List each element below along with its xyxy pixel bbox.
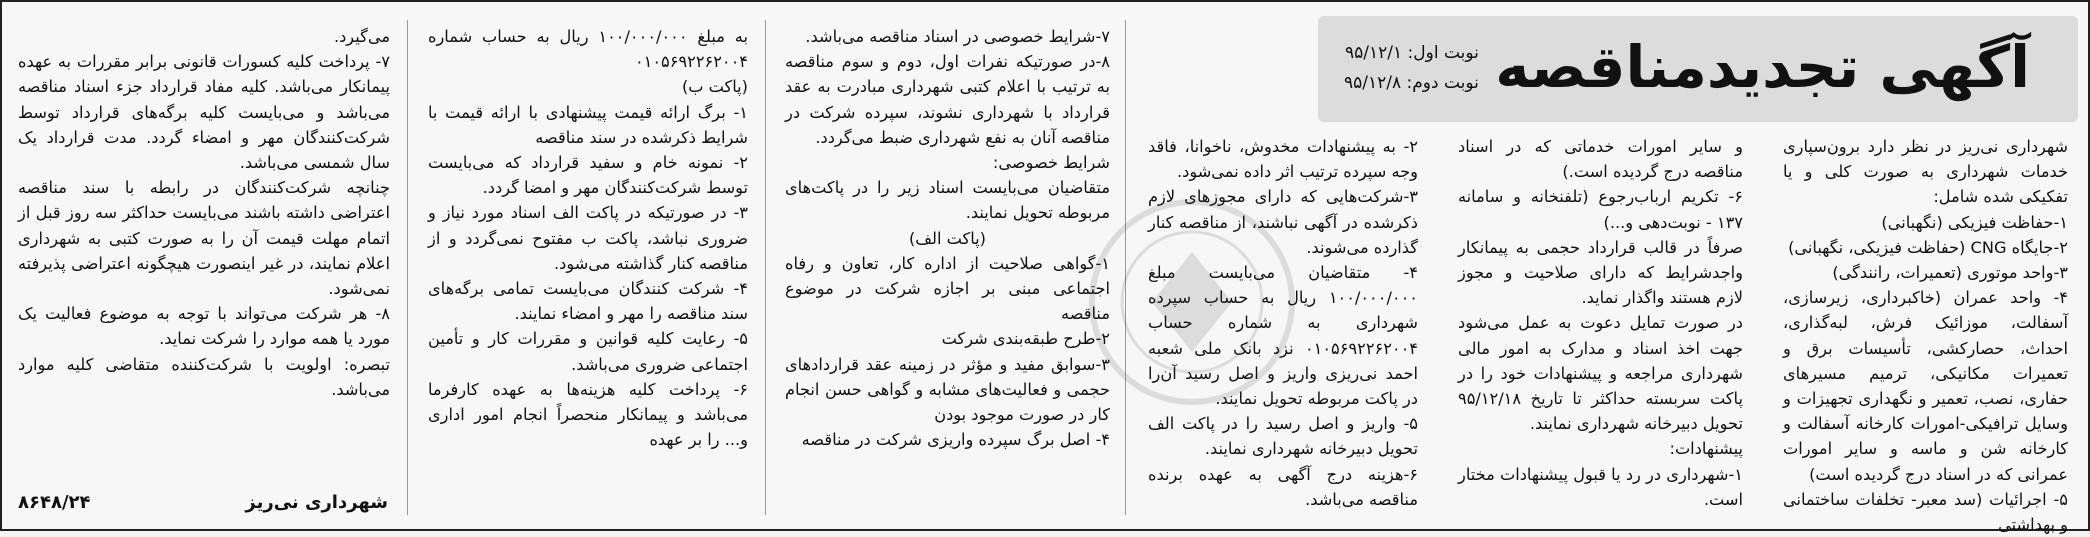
paragraph: ۴- اصل برگ سپرده واریزی شرکت در مناقصه (801, 430, 1110, 450)
paragraph: ۱-گواهی صلاحیت از اداره کار، تعاون و رفاه اجتماعی مبنی بر اجازه شرکت در موضوع مناقصه (785, 253, 1110, 324)
paragraph: ۷- پرداخت کلیه کسورات قانونی برابر مقررات به عهده پیمانکار می‌باشد. کلیه مفاد قرارداد جزء اسناد مناقصه می‌باشد و می‌بایست کلیه برگه‌های قرارداد توسط شرکت‌کنندگان مهر و امضاء گردد. مدت قرارداد یک سال شمسی می‌باشد. (18, 52, 390, 173)
paragraph: ۳-سوابق مفید و مؤثر در زمینه عقد قراردادهای حجمی و فعالیت‌های مشابه و گواهی حسن انجام کار در صورت موجود بودن (785, 354, 1110, 425)
paragraph: ۲-جایگاه CNG (حفاظت فیزیکی، نگهبانی) (1788, 237, 2068, 257)
paragraph: ۲- به پیشنهادات مخدوش، ناخوانا، فاقد وجه سپرده ترتیب اثر داده نمی‌شود. (1148, 137, 1418, 182)
title-banner (1318, 16, 2078, 122)
paragraph: (پاکت الف) (908, 228, 986, 248)
column-divider (765, 20, 766, 515)
column-5 (418, 24, 758, 515)
paragraph: ۳-شرکت‌هایی که دارای مجوزهای لازم ذکرشده در آگهی نباشند، از مناقصه کنار گذارده می‌شوند. (1148, 187, 1418, 257)
paragraph: پیشنهادات: (1669, 439, 1743, 459)
paragraph: ۷-شرایط خصوصی در اسناد مناقصه می‌باشد. (805, 27, 1110, 46)
paragraph: چنانچه شرکت‌کنندگان در رابطه با سند مناقصه اعتراضی داشته باشند می‌بایست حداکثر سه روز قبل از اتمام مهلت قیمت آن را به صورت کتبی به شهرداری اعلام نمایند، در غیر اینصورت هیچگونه اعتراضی پذیرفته نمی‌شود. (18, 178, 390, 299)
paragraph: ۵- اجرائیات (سد معبر- تخلفات ساختمانی و بهداشتی (1783, 489, 2068, 535)
publication-dates (1344, 38, 1479, 98)
paragraph: در صورت تمایل دعوت به عمل می‌شود جهت اخذ اسناد و مدارک به امور مالی شهرداری مراجعه و پیشنهادات خود را در پاکت سربسته حداکثر تا تاریخ ۹۵/۱۲/۱۸ تحویل دبیرخانه شهرداری نمایند. (1458, 313, 1743, 434)
paragraph: ۳-واحد موتوری (تعمیرات، رانندگی) (1832, 263, 2068, 283)
paragraph: می‌گیرد. (333, 27, 390, 46)
paragraph: ۳- در صورتیکه در پاکت الف اسناد مورد نیاز و ضروری نباشد، پاکت ب مفتوح نمی‌گردد و از مناقصه کنار گذاشته می‌شود. (428, 203, 748, 273)
paragraph: صرفاً در قالب قرارداد حجمی به پیمانکار واجدشرایط که دارای صلاحیت و مجوز لازم هستند واگذار نماید. (1458, 237, 1743, 308)
notice-title: آگهی تجدیدمناقصه (1495, 33, 2030, 101)
paragraph: ۶-هزینه درج آگهی به عهده برنده مناقصه می‌باشد. (1148, 464, 1418, 509)
paragraph: ۸- هر شرکت می‌تواند با توجه به موضوع فعالیت یک مورد یا همه موارد را شرکت نماید. (18, 304, 390, 349)
paragraph: و سایر امورات خدماتی که در اسناد مناقصه درج گردیده است.) (1458, 137, 1743, 182)
paragraph: ۴- شرکت کنندگان می‌بایست تمامی برگه‌های سند مناقصه را مهر و امضاء نمایند. (428, 279, 748, 324)
paragraph: ۵- رعایت کلیه قوانین و مقررات کار و تأمین اجتماعی ضروری می‌باشد. (428, 329, 748, 374)
paragraph: ۵- واریز و اصل رسید را در پاکت الف تحویل دبیرخانه شهرداری نمایند. (1148, 414, 1418, 459)
column-4 (775, 24, 1120, 515)
paragraph: شهرداری نی‌ریز در نظر دارد برون‌سپاری خدمات شهرداری به صورت کلی و یا تفکیکی شده شامل: (1783, 137, 2068, 207)
paragraph: ۲-طرح طبقه‌بندی شرکت (941, 329, 1110, 349)
column-divider (407, 20, 408, 515)
column-2 (1448, 134, 1753, 515)
paragraph: ۱-شهرداری در رد یا قبول پیشنهادات مختار است. (1458, 464, 1743, 509)
paragraph: ۶- پرداخت کلیه هزینه‌ها به عهده کارفرما می‌باشد و پیمانکار منحصراً انجام امور اداری و... را بر عهده (428, 379, 748, 450)
column-3 (1138, 134, 1428, 515)
paragraph: (پاکت ب) (681, 77, 748, 97)
column-divider (1125, 20, 1126, 515)
paragraph: شرایط خصوصی: (992, 153, 1110, 173)
issuer-signature: شهرداری نی‌ریز (245, 492, 388, 513)
paragraph: ۸-در صورتیکه نفرات اول، دوم و سوم مناقصه به ترتیب با اعلام کتبی شهرداری مبادرت به عقد قرارداد با شهرداری نشوند، سپرده شرکت در مناقصه آنان به نفع شهرداری ضبط می‌گردد. (785, 52, 1110, 147)
paragraph: ۱-حفاظت فیزیکی (نگهبانی) (1881, 212, 2068, 232)
second-publication-date: نوبت دوم: ۹۵/۱۲/۸ (1344, 73, 1479, 93)
column-6 (8, 24, 400, 515)
paragraph: ۱- برگ ارائه قیمت پیشنهادی با ارائه قیمت با شرایط ذکرشده در سند مناقصه (428, 102, 748, 147)
column-1 (1773, 134, 2078, 535)
first-publication-date: نوبت اول: ۹۵/۱۲/۱ (1345, 43, 1479, 63)
paragraph: ۴- متقاضیان می‌بایست مبلغ ۱۰۰/۰۰۰/۰۰۰ ریال به حساب سپرده شهرداری به شماره حساب ۰۱۰۵۶۹۲۲۶۲۰۰۴ نزد بانک ملی شعبه احمد نی‌ریزی واریز و اصل رسید آن‌را در پاکت مربوطه تحویل نمایند. (1148, 263, 1418, 409)
ad-code: ۸۶۴۸/۲۴ (18, 492, 91, 513)
paragraph: ۲- نمونه خام و سفید قرارداد که می‌بایست توسط شرکت‌کنندگان مهر و امضا گردد. (428, 153, 748, 198)
paragraph: ۴- واحد عمران (خاکبرداری، زیرسازی، آسفالت، موزائیک فرش، لبه‌گذاری، احداث، حصارکشی، تأسیسات برق و تعمیرات مکانیکی، ترمیم مسیرهای حفاری، نصب، تعمیر و نگهداری تجهیزات و وسایل ترافیکی-امورات کارخانه آسفالت و کارخانه شن و ماسه و سایر امورات عمرانی که در اسناد درج گردیده است) (1783, 288, 2068, 484)
paragraph: متقاضیان می‌بایست اسناد زیر را در پاکت‌های مربوطه تحویل نمایند. (785, 178, 1110, 223)
paragraph: به مبلغ ۱۰۰/۰۰۰/۰۰۰ ریال به حساب شماره ۰۱۰۵۶۹۲۲۶۲۰۰۴ (428, 27, 748, 72)
paragraph: ۶- تکریم ارباب‌رجوع (تلفنخانه و سامانه ۱۳۷ - نوبت‌دهی و...) (1458, 187, 1743, 232)
paragraph: تبصره: اولویت با شرکت‌کننده متقاضی کلیه موارد می‌باشد. (18, 354, 390, 399)
